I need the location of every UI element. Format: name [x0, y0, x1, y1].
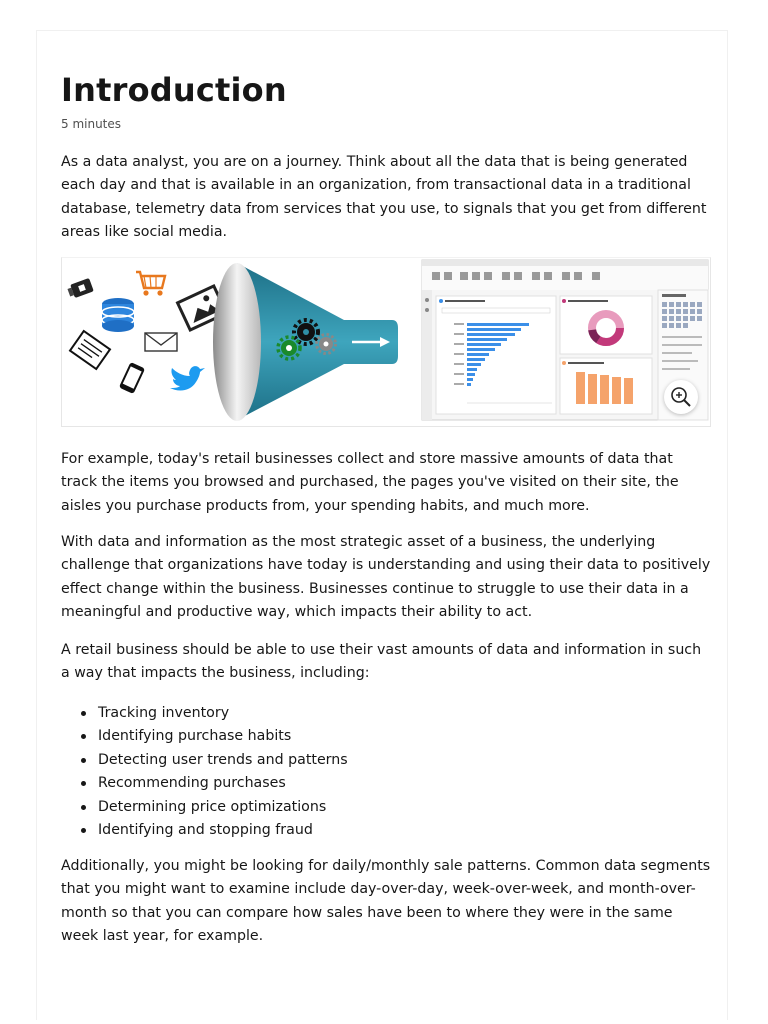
document-icon [70, 331, 110, 369]
challenge-paragraph: With data and information as the most strategic asset of a business, the underlying challenge that organizations have today is understanding and using their data to positively effect change within the business. Businesses continue to struggle to use their data in a meaningful and productive way, which impacts their ability to act. [61, 534, 711, 621]
mail-icon [145, 333, 177, 351]
example-paragraph: For example, today's retail businesses collect and store massive amounts of data that track the items you browsed and purchased, the pages you've visited on their site, the aisles you purchase products from, your spending habits, and much more. [61, 451, 679, 514]
zoom-icon [664, 380, 698, 414]
list-item: Detecting user trends and patterns [98, 749, 348, 772]
list-item: Recommending purchases [98, 772, 348, 795]
twitter-icon [170, 366, 205, 390]
zoom-button[interactable] [664, 380, 698, 414]
list-item: Identifying purchase habits [98, 725, 348, 748]
patterns-paragraph: Additionally, you might be looking for daily/monthly sale patterns. Common data segments that you might want to examine include day-over-day, week-over-week, and month-over-month so that you can compare how sales have been to where they were in the same week last year, for example. [61, 858, 711, 945]
use-case-list [61, 702, 348, 842]
list-item: Identifying and stopping fraud [98, 819, 348, 842]
data-journey-figure [61, 257, 711, 427]
list-item: Tracking inventory [98, 702, 348, 725]
phone-icon [119, 362, 145, 394]
retail-paragraph: A retail business should be able to use their vast amounts of data and information in such a way that impacts the business, including: [61, 642, 702, 682]
shopping-cart-icon [136, 272, 165, 296]
duration-label: 5 minutes [61, 117, 122, 131]
usb-icon [66, 278, 93, 299]
list-item: Determining price optimizations [98, 796, 348, 819]
intro-paragraph: As a data analyst, you are on a journey. Think about all the data that is being generated each day and that is available in an organization, from transactional data in a traditional database, telemetry data from services that you use, to signals that you get from different areas like social media. [61, 154, 707, 241]
database-icon [102, 298, 134, 332]
article-page [36, 30, 728, 1020]
page-title: Introduction [61, 71, 287, 109]
